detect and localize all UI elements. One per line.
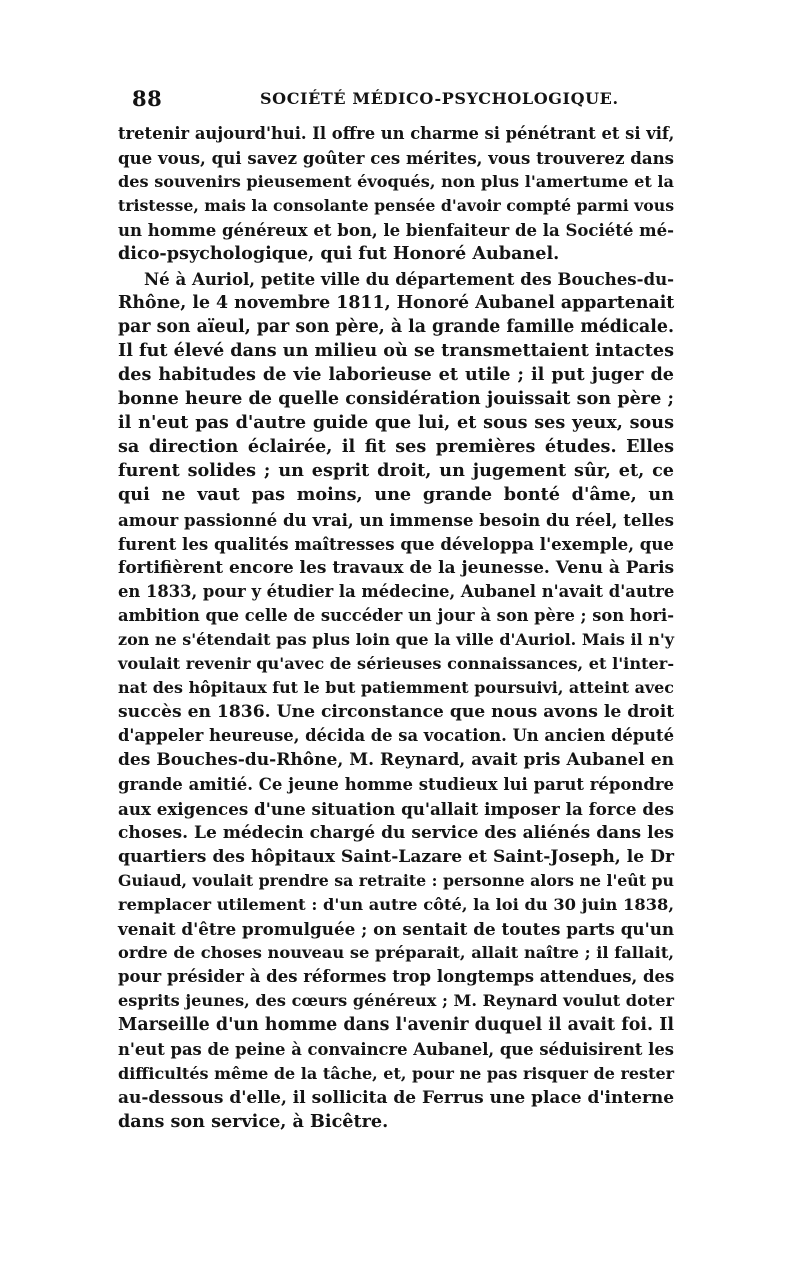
text-line: dico-psychologique, qui fut Honoré Aubanel.: [118, 243, 560, 265]
body-text: [118, 122, 674, 1134]
text-line: tristesse, mais la consolante pensée d'avoir compté parmi vous: [118, 196, 675, 216]
text-line: Rhône, le 4 novembre 1811, Honoré Aubanel appartenait: [118, 292, 675, 313]
text-line: nat des hôpitaux fut le but patiemment poursuivi, atteint avec: [118, 678, 674, 698]
page-number: 88: [132, 86, 163, 111]
text-line: sa direction éclairée, il fit ses premières études. Elles: [118, 436, 674, 458]
text-line: voulait revenir qu'avec de sérieuses connaissances, et l'inter-: [118, 654, 675, 674]
text-line: il n'eut pas d'autre guide que lui, et sous ses yeux, sous: [118, 412, 674, 434]
text-line: un homme généreux et bon, le bienfaiteur de la Société mé-: [118, 220, 674, 241]
text-line: n'eut pas de peine à convaincre Aubanel, que séduisirent les: [118, 1039, 674, 1059]
text-line: succès en 1836. Une circonstance que nous avons le droit: [118, 702, 675, 723]
text-line: Guiaud, voulait prendre sa retraite : personne alors ne l'eût pu: [118, 870, 674, 890]
text-line: ordre de choses nouveau se préparait, allait naître ; il fallait,: [118, 943, 674, 963]
text-line: amour passionné du vrai, un immense besoin du réel, telles: [118, 509, 675, 530]
text-line: venait d'être promulguée ; on sentait de toutes parts qu'un: [118, 919, 675, 940]
text-line: remplacer utilement : d'un autre côté, la loi du 30 juin 1838,: [118, 895, 674, 914]
text-line: zon ne s'étendait pas plus loin que la ville d'Auriol. Mais il n'y: [118, 629, 675, 649]
text-line: furent solides ; un esprit droit, un jugement sûr, et, ce: [118, 460, 674, 482]
text-line: par son aïeul, par son père, à la grande famille médicale.: [118, 316, 674, 337]
text-line: choses. Le médecin chargé du service des aliénés dans les: [118, 822, 674, 843]
page-header: [132, 86, 672, 116]
text-line: Il fut élevé dans un milieu où se transmettaient intactes: [118, 339, 674, 361]
text-line: des habitudes de vie laborieuse et utile ; il put juger de: [118, 363, 674, 385]
text-line: aux exigences d'une situation qu'allait imposer la force des: [118, 798, 674, 819]
text-line: qui ne vaut pas moins, une grande bonté d'âme, un: [118, 484, 674, 506]
text-line: fortifièrent encore les travaux de la jeunesse. Venu à Paris: [118, 557, 675, 578]
text-line: furent les qualités maîtresses que développa l'exemple, que: [118, 533, 674, 554]
text-line: grande amitié. Ce jeune homme studieux lui parut répondre: [118, 774, 674, 794]
text-line: que vous, qui savez goûter ces mérites, vous trouverez dans: [118, 148, 674, 169]
text-line: Né à Auriol, petite ville du département des Bouches-du-: [144, 268, 674, 289]
text-line: des souvenirs pieusement évoqués, non plus l'amertume et la: [118, 172, 674, 192]
text-line: au-dessous d'elle, il sollicita de Ferrus une place d'interne: [118, 1087, 675, 1108]
running-title: SOCIÉTÉ MÉDICO-PSYCHOLOGIQUE.: [260, 89, 619, 108]
text-line: quartiers des hôpitaux Saint-Lazare et Saint-Joseph, le Dr: [118, 846, 674, 867]
text-line: esprits jeunes, des cœurs généreux ; M. Reynard voulut doter: [118, 991, 674, 1011]
text-line: difficultés même de la tâche, et, pour ne pas risquer de rester: [118, 1063, 675, 1083]
text-line: pour présider à des réformes trop longtemps attendues, des: [118, 967, 675, 987]
text-line: d'appeler heureuse, décida de sa vocation. Un ancien député: [118, 726, 674, 746]
text-line: bonne heure de quelle considération jouissait son père ;: [118, 388, 674, 410]
text-line: dans son service, à Bicêtre.: [118, 1110, 389, 1132]
text-line: des Bouches-du-Rhône, M. Reynard, avait pris Aubanel en: [118, 750, 674, 771]
text-line: Marseille d'un homme dans l'avenir duquel il avait foi. Il: [118, 1015, 674, 1036]
text-line: ambition que celle de succéder un jour à son père ; son hori-: [118, 605, 674, 625]
text-line: en 1833, pour y étudier la médecine, Aubanel n'avait d'autre: [118, 581, 675, 601]
text-line: tretenir aujourd'hui. Il offre un charme si pénétrant et si vif,: [118, 124, 675, 143]
